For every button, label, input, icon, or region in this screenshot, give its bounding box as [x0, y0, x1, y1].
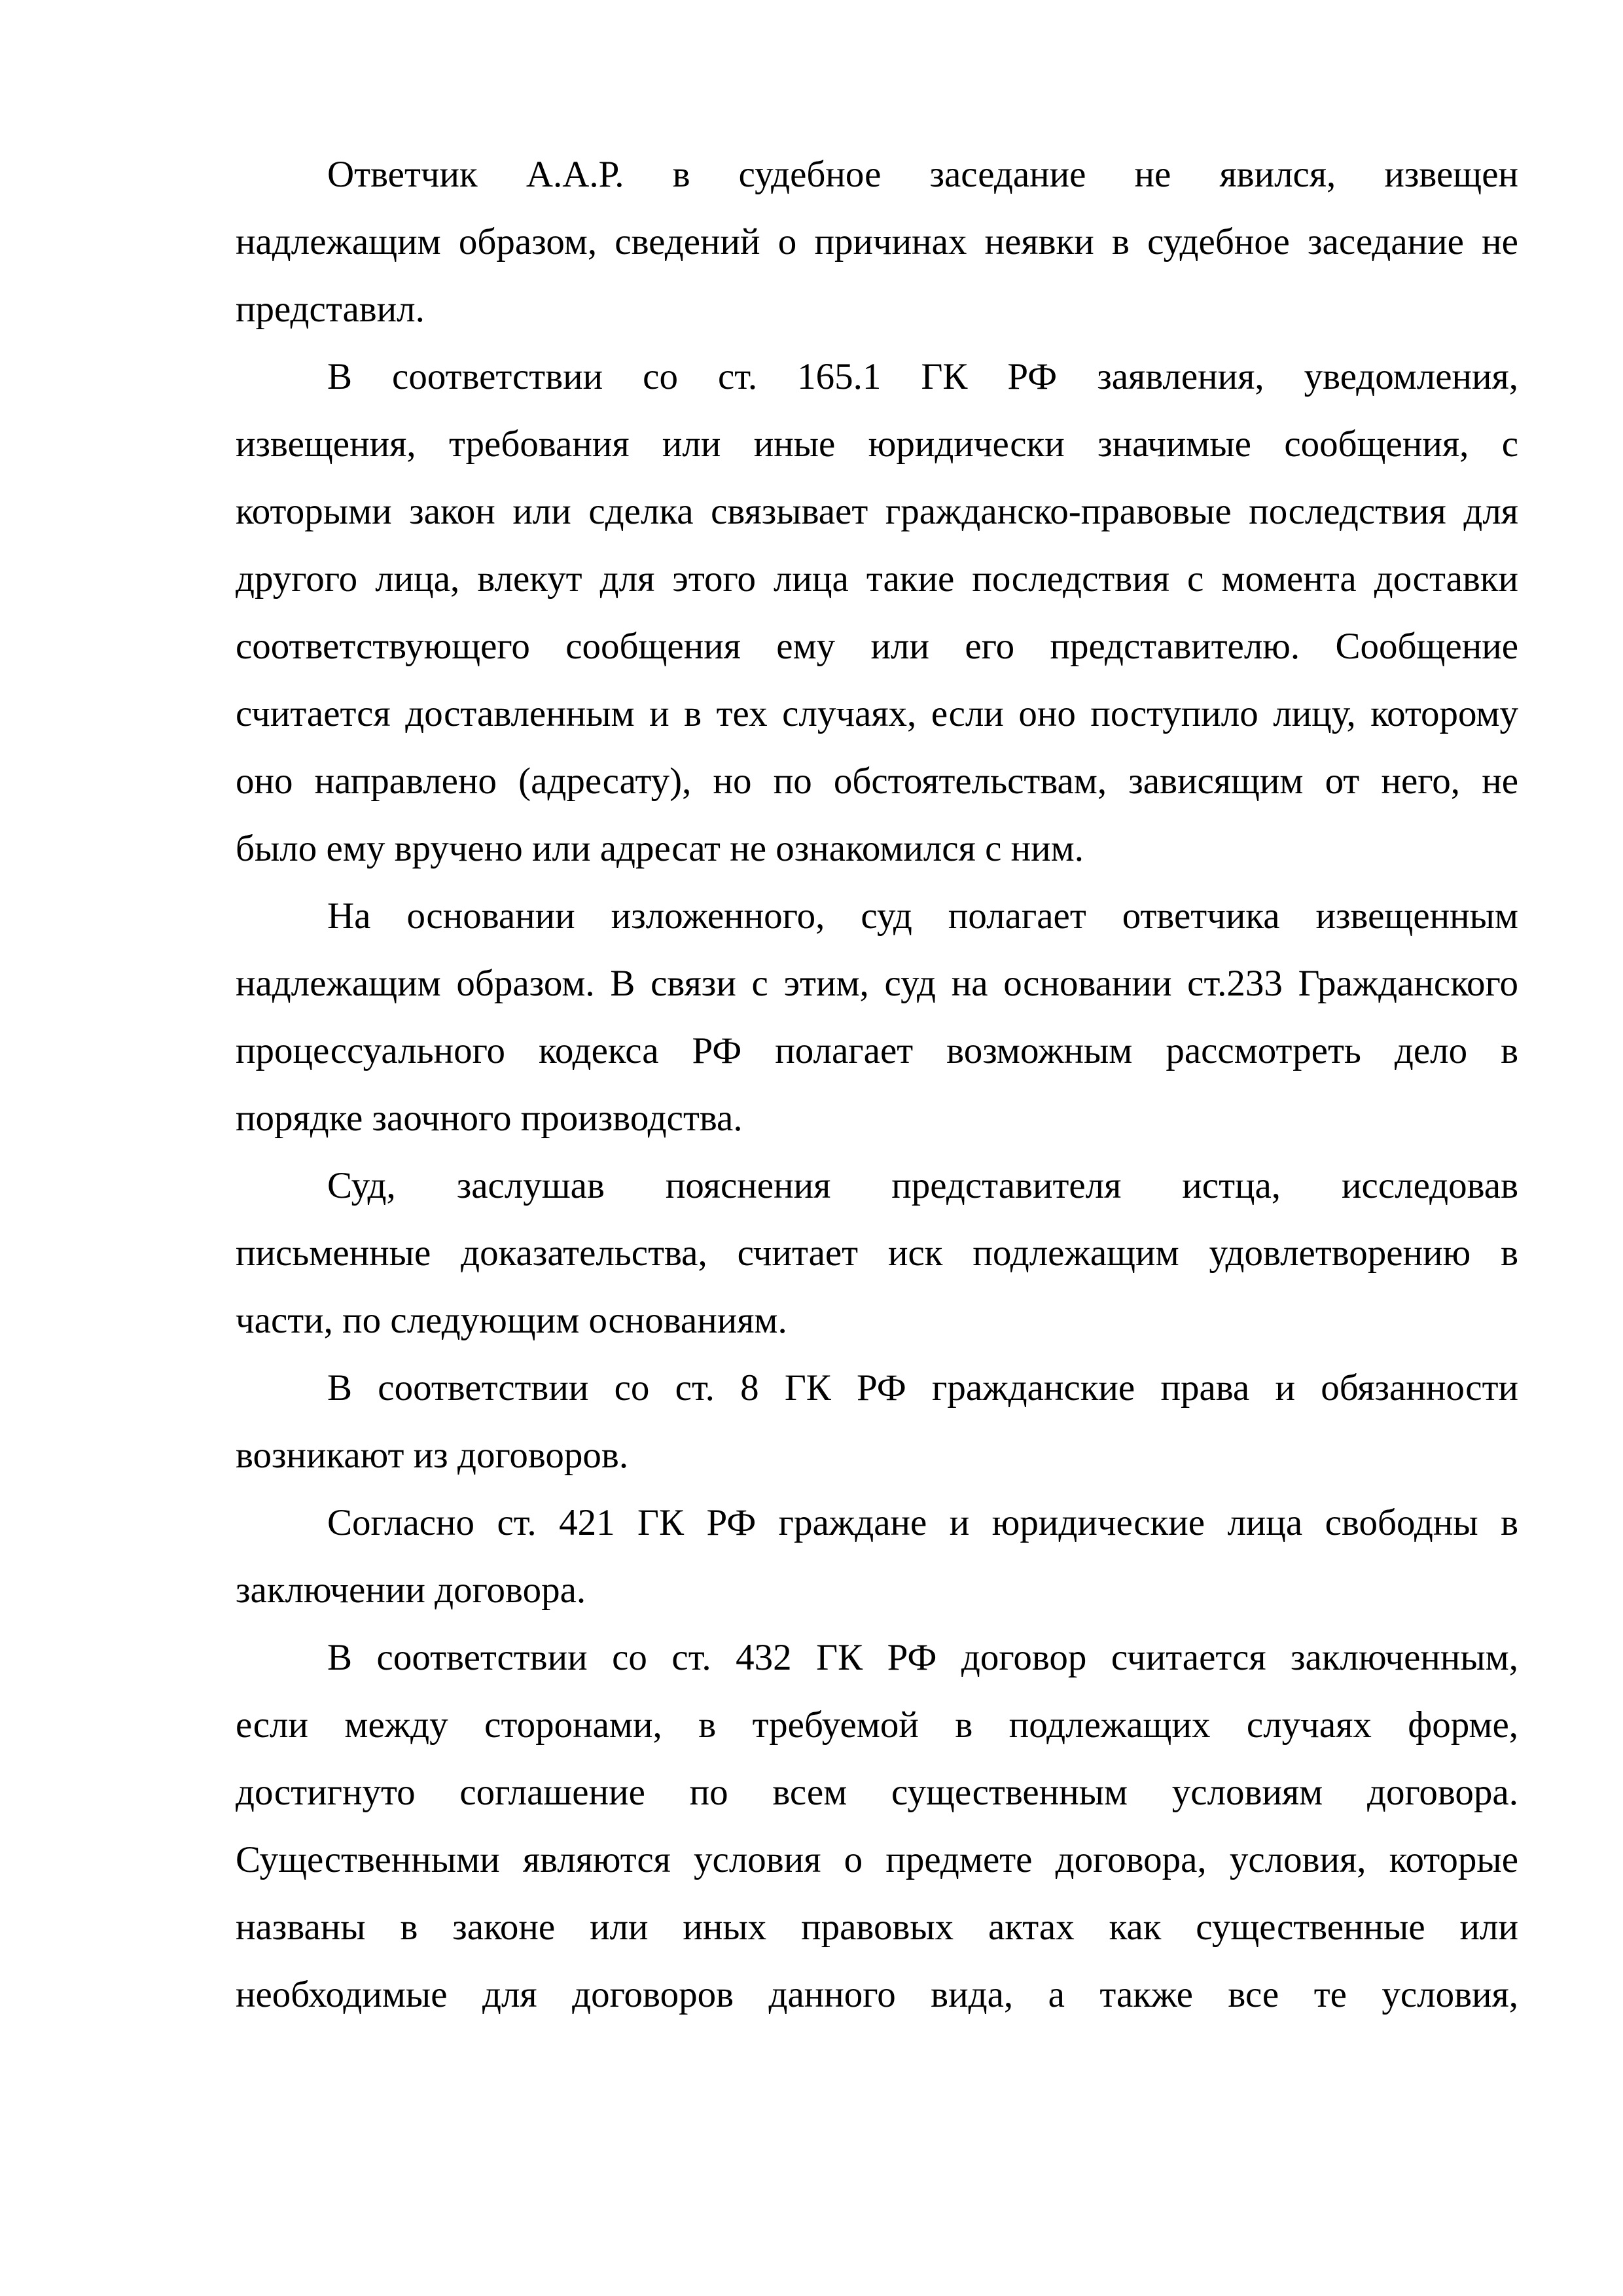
text-line: части, по следующим основаниям.: [236, 1300, 787, 1341]
text-line: достигнуто соглашение по всем существенным условиям договора.: [236, 1772, 1518, 1813]
text-line: если между сторонами, в требуемой в подлежащих случаях форме,: [236, 1704, 1518, 1746]
text-line: надлежащим образом, сведений о причинах неявки в судебное заседание не: [236, 221, 1518, 262]
text-line: извещения, требования или иные юридически значимые сообщения, с: [236, 423, 1518, 465]
text-line: процессуального кодекса РФ полагает возможным рассмотреть дело в: [236, 1030, 1518, 1071]
text-line: На основании изложенного, суд полагает ответчика извещенным: [327, 895, 1518, 937]
text-line: Ответчик А.А.Р. в судебное заседание не явился, извещен: [327, 154, 1518, 195]
text-line: другого лица, влекут для этого лица такие последствия с момента доставки: [236, 558, 1518, 600]
document-text-block: [236, 141, 1518, 2028]
text-line: В соответствии со ст. 165.1 ГК РФ заявления, уведомления,: [327, 356, 1518, 397]
text-line: порядке заочного производства.: [236, 1098, 743, 1139]
text-line: соответствующего сообщения ему или его представителю. Сообщение: [236, 626, 1518, 667]
text-line: названы в законе или иных правовых актах как существенные или: [236, 1907, 1518, 1948]
text-line: которыми закон или сделка связывает гражданско-правовые последствия для: [236, 491, 1518, 532]
text-line: Суд, заслушав пояснения представителя истца, исследовав: [327, 1165, 1518, 1206]
text-line: В соответствии со ст. 8 ГК РФ гражданские права и обязанности: [327, 1367, 1518, 1408]
text-line: заключении договора.: [236, 1570, 586, 1611]
text-line: необходимые для договоров данного вида, а также все те условия,: [236, 1974, 1518, 2015]
text-line: было ему вручено или адресат не ознакомился с ним.: [236, 828, 1084, 869]
text-line: Существенными являются условия о предмете договора, условия, которые: [236, 1839, 1518, 1880]
text-line: Согласно ст. 421 ГК РФ граждане и юридические лица свободны в: [327, 1502, 1518, 1543]
text-line: В соответствии со ст. 432 ГК РФ договор считается заключенным,: [327, 1637, 1518, 1678]
text-line: считается доставленным и в тех случаях, если оно поступило лицу, которому: [236, 693, 1518, 734]
text-line: надлежащим образом. В связи с этим, суд на основании ст.233 Гражданского: [236, 963, 1518, 1004]
text-line: письменные доказательства, считает иск подлежащим удовлетворению в: [236, 1232, 1518, 1274]
text-line: представил.: [236, 289, 425, 330]
text-line: возникают из договоров.: [236, 1435, 629, 1476]
text-line: оно направлено (адресату), но по обстоятельствам, зависящим от него, не: [236, 761, 1518, 802]
